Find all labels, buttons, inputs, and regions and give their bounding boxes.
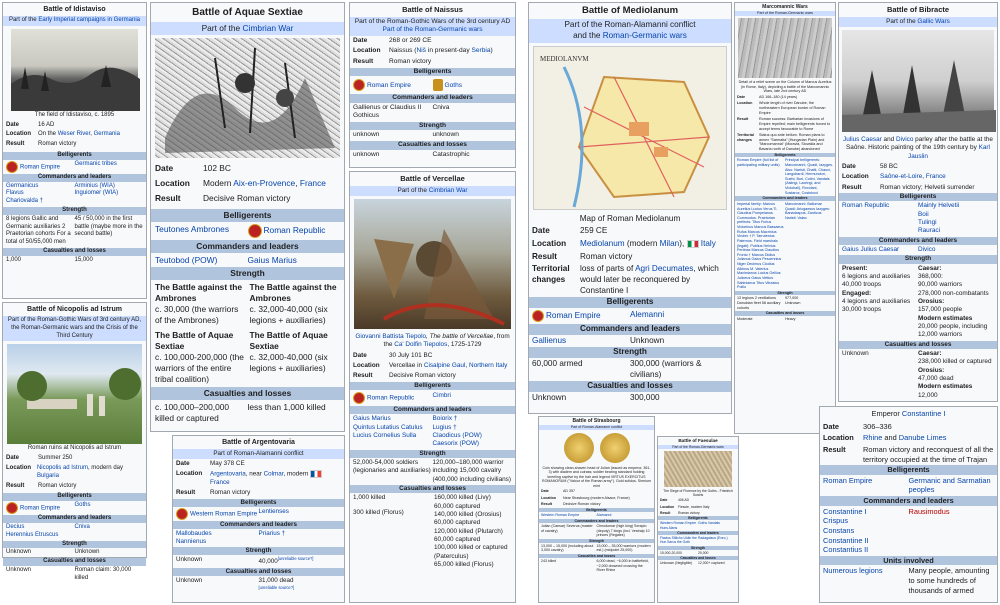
belligerent-link[interactable]: Western Roman Empire Huns Alans: [660, 521, 697, 530]
link-roman-germanic-wars[interactable]: Part of the Roman-Germanic wars: [382, 26, 483, 34]
vexillum-icon: [176, 508, 188, 520]
header-strength: Strength: [735, 291, 835, 296]
link-gallic-wars[interactable]: Gallic Wars: [917, 17, 950, 25]
commander-link[interactable]: Divico: [918, 246, 936, 254]
belligerent-germanic-sarmatian[interactable]: Germanic and Sarmatian peoples: [908, 475, 991, 495]
image-caption: Giovanni Battista Tiepolo, The battle of Vercellae, from the Ca' Dolfin Tiepolos, 1725-1729: [355, 333, 510, 349]
header-casualties: Casualties and losses: [839, 341, 997, 349]
commander-link[interactable]: Teutobod (POW): [155, 254, 218, 265]
painting-faesulae: [664, 451, 732, 487]
vexillum-icon: [532, 310, 544, 322]
citation-needed-link[interactable]: [unreliable source?]: [258, 585, 295, 591]
header-belligerents: Belligerents: [735, 153, 835, 158]
infobox-aquae-sextiae: Battle of Aquae Sextiae Part of the Cimbrian War Date 102 BC Location Modern Aix-en-Provence, France Result Decisive Roman victory Belligerents Teutones Ambrones Roman Republic Commanders and leaders Teutobod (POW) Gaius Marius Strength The Battle against the Ambrones c. 30,000 (the warriors of the Ambrones) The Battle against the Ambrones c. 32,000-40,000 (six legions + auxiliaries) The Battle of Aquae Sextiae c. 100,000-200,000 (the warriors of the entire tribal coalition) The Battle of Aquae Sextiae c. 32,000-40,000 (six legions + auxiliaries) Casualties and losses c. 100,000–200,000 killed or captured less than 1,000 killed: [150, 2, 345, 432]
link-nis[interactable]: Niš: [416, 47, 427, 55]
belligerent-lentienses[interactable]: Lentienses: [258, 507, 289, 515]
commander-link[interactable]: Claodicus (POW): [432, 432, 482, 440]
link-cimbrian-war[interactable]: Cimbrian War: [242, 23, 294, 33]
belligerent-link[interactable]: Western Roman Empire: [541, 513, 580, 518]
header-belligerents: Belligerents: [529, 297, 731, 308]
header-casualties: Casualties and losses: [350, 141, 515, 150]
commander-link[interactable]: Nannienus: [176, 538, 207, 546]
painting-vercellae: [354, 199, 511, 329]
link-france[interactable]: France: [299, 177, 326, 188]
commander-link[interactable]: Marcomanni: Ballomar Quadi: Ariogaesus Iazyges: Banadaspus, Zanticus Naristi: Valao: [785, 201, 830, 220]
header-casualties: Casualties and losses: [151, 387, 344, 400]
header-commanders: Commanders and leaders: [820, 496, 997, 506]
infobox-naissus: Battle of Naissus Part of the Roman-Gothic Wars of the 3rd century AD Part of the Roman-Germanic wars Date 268 or 269 CE Location Naissus (Niš in present-day Serbia) Result Roman victory Belligerents Roman Empire Goths Commanders and leaders Gallienus or Claudius II Gothicus Cniva Strength unknown unknown Casualties and losses unknown Catastrophic: [349, 2, 516, 168]
header-strength: Strength: [3, 541, 146, 549]
infobox-title: Battle of Strasbourg: [572, 418, 621, 424]
header-commanders: Commanders and leaders: [350, 94, 515, 103]
commander-link[interactable]: Gaius Marius: [247, 254, 297, 265]
image-caption: Roman ruins at Nicopolis ad Istrum: [27, 445, 122, 452]
belligerent-goths[interactable]: Goths: [74, 502, 91, 509]
header-commanders: Commanders and leaders: [350, 406, 515, 414]
infobox-title: Battle of Aquae Sextiae: [192, 7, 303, 18]
belligerent-roman-empire[interactable]: Roman Empire: [6, 502, 75, 514]
belligerent-link[interactable]: Principal belligerents: Marcomanni, Quadi, Iazyges. Also: Naristi, Chatti, Chauci, Langobardi, Hermunduri, Suebi, Buri, Cotini, Vandals (Astingi, Lacringi, and Victohali), Roxolani, Sostaroz, Costoboci: [785, 158, 833, 195]
commander-link[interactable]: Lucius Cornelius Sulla: [353, 432, 417, 440]
france-flag-icon: [310, 470, 322, 478]
image-caption: The Siege of Florence by the Goths - Friedrich Sustris: [663, 488, 733, 498]
link-mediolanum[interactable]: Mediolanum: [580, 238, 625, 248]
link-aix[interactable]: Aix-en-Provence: [233, 177, 296, 188]
infobox-constantine: Emperor Constantine I Date 306–336 Location Rhine and Danube Limes Result Roman victory and reconquest of all the territory occupied at the time of Trajan Belligerents Roman Empire Germanic and Sarmatian peoples Commanders and leaders Constantine I Crispus Constans Constantine II Constantius II Rausimodus Units involved Numerous legions Many people, amounting to some hundreds of thousands of armed: [819, 406, 998, 603]
link-danube-limes[interactable]: Danube Limes: [898, 433, 947, 443]
commander-link[interactable]: Crispus: [823, 516, 849, 526]
header-commanders: Commanders and leaders: [539, 519, 654, 523]
belligerent-link[interactable]: Goths Vandals: [698, 521, 720, 526]
infobox-marcomannic: Marcomannic Wars Part of the Roman-Germanic wars Detail of a relief scene on the Column of Marcus Aurelius (in Rome, Italy), depicting a battle of the Marcomannic Wars, late 2nd century AD Date AD 166–180 (14 years) Location Whole length of river Danube, the northeastern European border of Roman Empire Result Roman success: Barbarian invasions of Empire repelled; main belligerents forced to accept terms favourable to Rome Territorial changes Status quo ante bellum. Roman plans to annex "Sarmatia" (Hungarian Plain) and "Marcomannia" (Moravia, Slovakia and Bavaria north of Danube) abandoned Belligerents Roman Empire (full list of participating military units) Principal belligerents: Marcomanni, Quadi, Iazyges. Also: Naristi, Chatti, Chauci, Langobardi, Hermunduri, Suebi, Buri, Cotini, Vandals (Astingi, Lacringi, and Victohali), Roxolani, Sostaroz, Costoboci Commanders and leaders Imperial family: Marcus Aurelius Lucius Verus Ti. Claudius Pompeianus Commodus. Praetorian prefects: Titus Furius Victorinus Marcus Bassaeus Rufus Marcus Macrinius Vindex † P. Tarrutenius Paternus. Field marshals (legati): Publius Helvius Pertinax Marcus Claudius Fronto † Marcus Didius Julianus Gaius Pescennius Niger Decimus Clodius Albinus M. Valerius Maximianus Lucius Gellius Juliceus Gaius Vettius Sabinianus Titus Vitrasius Pollio Marcomanni: Ballomar Quadi: Ariogaesus Iazyges: Banadaspus, Zanticus Naristi: Valao Strength 13 legions 2 vexillations Danubian fleet 58 auxiliary cohorts 977,000 Unknown Casualties and losses Moderate Heavy: [734, 2, 836, 434]
link-divico[interactable]: Divico: [895, 136, 914, 144]
header-casualties: Casualties and losses: [173, 568, 344, 576]
row-result: Result Roman victory: [6, 141, 77, 148]
infobox-subtitle: Part of Roman-Alamanni conflict: [173, 449, 344, 459]
header-strength: Strength: [539, 539, 654, 543]
vexillum-icon: [353, 79, 365, 91]
belligerent-link[interactable]: Mainly Helvetii: [918, 202, 960, 210]
image-caption: Detail of a relief scene on the Column of Marcus Aurelius (in Rome, Italy), depicting a battle of the Marcomannic Wars, late 2nd century AD: [738, 79, 832, 94]
infobox-subtitle: Part of the Roman-Germanic wars: [735, 11, 835, 16]
image-caption: Map of Roman Mediolanum: [579, 213, 681, 223]
commander-link[interactable]: Caesorix (POW): [432, 440, 480, 448]
commander-link[interactable]: Germanicus: [6, 182, 39, 189]
link-weser[interactable]: Weser River: [57, 131, 91, 138]
infobox-subtitle: Part of the Roman-Gothic Wars of 3rd century AD, the Roman-Germanic wars and the Crisis of the Third Century: [3, 316, 146, 341]
infobox-title: Battle of Bibracte: [886, 5, 950, 14]
vexillum-icon: [6, 502, 18, 514]
infobox-title: Battle of Naissus: [402, 5, 463, 14]
header-belligerents: Belligerents: [350, 68, 515, 77]
commander-link[interactable]: Constantius II: [823, 545, 869, 555]
ruins-illustration: [7, 344, 144, 444]
units-link[interactable]: Numerous legions: [823, 566, 883, 576]
commander-link[interactable]: Constans: [823, 525, 855, 535]
relief-column-marcus-aurelius: [738, 18, 832, 78]
infobox-title: Emperor Constantine I: [871, 409, 946, 418]
header-belligerents: Belligerents: [3, 493, 146, 501]
commander-link[interactable]: Constantine I: [823, 506, 867, 516]
image-caption: Coin showing clean-shaven head of Julian (issued as emperor, 361-3) with diadem and cuirass; soldier bearing standard holding kneeling captive by the hair and legend VIRTUS EXERCITUS ROMANORUM ("Valour of the Roman army"). Gold solidus. Sirmium mint: [542, 465, 651, 488]
link-colmar[interactable]: Colmar: [263, 471, 284, 479]
commander-link[interactable]: Flavius Stilicho Uldin the Hun Sarus the Goth: [660, 536, 697, 545]
link-italy[interactable]: Italy: [700, 238, 716, 248]
row-location: Location On the Weser River, Germania: [6, 131, 120, 138]
header-casualties: Casualties and losses: [350, 485, 515, 493]
tiepolo-battle-illustration: [354, 199, 513, 329]
painting-bibracte: [842, 30, 994, 132]
map-title: MEDIOLANVM: [540, 54, 589, 63]
belligerent-goths[interactable]: Goths: [433, 79, 513, 91]
photo-nicopolis-ruins: [7, 344, 142, 444]
belligerent-roman-republic[interactable]: Roman Republic: [842, 202, 890, 210]
header-belligerents: Belligerents: [539, 508, 654, 512]
header-strength: Strength: [529, 347, 731, 358]
belligerent-teutones[interactable]: Teutones Ambrones: [155, 223, 230, 234]
link-france[interactable]: France: [210, 479, 230, 487]
belligerent-roman-republic[interactable]: Roman Republic: [248, 224, 341, 238]
link-germania[interactable]: Germania: [93, 131, 120, 138]
landscape-illustration: [11, 29, 140, 111]
link-milan[interactable]: Milan: [659, 238, 680, 248]
engraving-aquae-sextiae: [155, 38, 340, 158]
link-julius-caesar[interactable]: Julius Caesar: [843, 136, 882, 144]
header-belligerents: Belligerents: [820, 465, 997, 475]
header-casualties: Casualties and losses: [3, 558, 146, 566]
header-commanders: Commanders and leaders: [3, 515, 146, 523]
coin-obverse: [564, 433, 594, 463]
infobox-title: Battle of Vercellae: [400, 174, 465, 183]
header-commanders: Commanders and leaders: [151, 240, 344, 253]
header-strength: Strength: [350, 450, 515, 458]
parley-illustration: [842, 30, 996, 132]
link-ca-dolfin[interactable]: Ca' Dolfin Tiepolos: [394, 341, 448, 349]
infobox-argentovaria: Battle of Argentovaria Part of Roman-Alamanni conflict Date May 378 CE Location Argentovaria, near Colmar, modern France Result Roman victory Belligerents Western Roman Empire Lentienses Commanders and leaders Mallobaudes Nannienus Priarius † Strength Unknown 40,000[unreliable source?] Casualties and losses Unknown 31,000 dead [unreliable source?]: [172, 435, 345, 603]
infobox-subtitle: Part of the Cimbrian War: [151, 22, 344, 35]
belligerent-link[interactable]: Rauraci: [918, 227, 941, 235]
infobox-subtitle: Part of the Roman-Germanic wars: [658, 445, 738, 449]
link-bulgaria[interactable]: Bulgaria: [36, 472, 59, 479]
coin-reverse: [600, 433, 630, 463]
vexillum-icon: [248, 224, 262, 238]
commander-link[interactable]: Priarius †: [258, 529, 286, 537]
coin-images: [539, 430, 654, 466]
infobox-nicopolis: Battle of Nicopolis ad Istrum Part of the Roman-Gothic Wars of 3rd century AD, the Roman-Germanic wars and the Crisis of the Third Century Roman ruins at Nicopolis ad Istrum Date Summer 250 Location Nicopolis ad Istrum, modern day Bulgaria Result Roman victory Belligerents Roman Empire Goths Commanders and leaders Decius Herennius Etruscus Cniva Strength Unknown Unknown Casualties and losses Unknown Roman claim: 30,000 killed: [2, 302, 147, 558]
infobox-strasbourg: Battle of Strasbourg Part of Roman-Alamanni conflict Coin showing clean-shaven head of Julian (issued as emperor, 361-3) with diadem and cuirass; soldier bearing standard holding kneeling captive by the hair and legend VIRTUS EXERCITUS ROMANORUM ("Valour of the Roman army"). Gold solidus. Sirmium mint Date AD 357 Location Near Strasbourg (modern Alsace, France) Result Decisive Roman victory Belligerents Western Roman Empire Alamanni Commanders and leaders Julian (Caesar) Severus (master of cavalry) Chnodomar (high king) Serapio (deputy) 7 kings (incl. Vestralp 10 princes (Regales) Strength 13,000 – 15,000 (including about 3,000 cavalry) 15,000 – 35,000 warriors (modern est.) (midpoint 25,000) Casualties and losses 243 killed 6,000 dead, ~6,000 in battlefield, ~2,000 drowned crossing the River Rhine: [538, 416, 655, 603]
link-rhine[interactable]: Rhine: [863, 433, 883, 443]
header-casualties: Casualties and losses: [3, 248, 146, 256]
commander-link[interactable]: Gaius Marius: [353, 415, 391, 423]
belligerent-western-roman-empire[interactable]: Western Roman Empire: [176, 508, 259, 520]
header-commanders: Commanders and leaders: [529, 324, 731, 335]
belligerent-roman-republic[interactable]: Roman Republic: [353, 392, 433, 404]
commander-link[interactable]: Mallobaudes: [176, 529, 212, 537]
citation-needed-link[interactable]: [unreliable source?]: [277, 556, 314, 562]
link-constantine-i[interactable]: Constantine I: [901, 409, 946, 418]
image-caption: The field of Idistaviso, c. 1895: [34, 111, 115, 118]
commander-link[interactable]: Decius: [6, 524, 25, 531]
commander-link[interactable]: Lugius †: [432, 423, 457, 431]
header-belligerents: Belligerents: [658, 516, 738, 520]
belligerent-alemanni[interactable]: Alemanni: [630, 309, 665, 319]
header-units: Units involved: [820, 556, 997, 566]
link-nicopolis[interactable]: Nicopolis ad Istrum: [36, 465, 88, 472]
link-northern-italy[interactable]: Northern Italy: [468, 362, 508, 370]
belligerent-germanic[interactable]: Germanic tribes: [74, 160, 117, 167]
header-commanders: Commanders and leaders: [735, 196, 835, 201]
header-strength: Strength: [173, 547, 344, 555]
infobox-title: Battle of Mediolanum: [581, 5, 679, 16]
belligerent-link[interactable]: Boii: [918, 210, 929, 218]
belligerent-roman-empire[interactable]: Roman Empire: [353, 79, 433, 91]
link-cimbrian-war[interactable]: Cimbrian War: [428, 186, 468, 194]
header-belligerents: Belligerents: [839, 193, 997, 201]
link-tiepolo[interactable]: Giovanni Battista Tiepolo: [355, 333, 427, 341]
header-commanders: Commanders and leaders: [173, 521, 344, 529]
commander-link[interactable]: Herennius Etruscus: [6, 531, 59, 538]
infobox-idistaviso: Battle of Idistaviso Part of the Early Imperial campaigns in Germania The field of Idistaviso, c. 1895 Date 16 AD Location On the Weser River, Germania Result Roman victory Belligerents Roman Empire Germanic tribes Commanders and leaders Germanicus Flavus Chariovalda † Arminius (WIA) Inguiomer (WIA) Strength 8 legions Gallic and Germanic auxiliaries 2 Praetorian cohorts For a total of 50/55,000 men 45 / 50,000 in the first battle (maybe more in the second battle) Casualties and losses 1,000 15,000: [2, 2, 147, 299]
belligerent-link[interactable]: Alamanni: [596, 513, 612, 518]
belligerent-roman-empire[interactable]: Roman Empire: [532, 310, 630, 322]
vexillum-icon: [6, 161, 18, 173]
infobox-bibracte: Battle of Bibracte Part of the Gallic Wars Julius Caesar and Divico parley after the battle at the Saône. Historic painting of the 19th century by Karl Jauslin Date 58 BC Location Saône-et-Loire, France Result Roman victory; Helvetii surrender Belligerents Roman Republic Mainly Helvetii Boii Tulingi Rauraci Commanders and leaders Gaius Julius Caesar Divico Strength Present: 6 legions and auxiliaries 40,000 troops Engaged: 4 legions and auxiliaries 30,000 troops Caesar: 368,000: 90,000 warriors 278,000 non-combatants Orosius: 157,000 people Modern estimates 20,000 people, including 12,000 warriors Casualties and losses Unknown Caesar: 238,000 killed or captured Orosius: 47,000 dead Modern estimates 12,000: [838, 2, 998, 402]
infobox-faesulae: Battle of Faesulae Part of the Roman-Germanic wars The Siege of Florence by the Goths - Friedrich Sustris Date 406 AD Location Fiesole, modern Italy Result Roman victory Belligerents Western Roman Empire Huns Alans Goths Vandals Commanders and leaders Flavius Stilicho Uldin the Hun Sarus the Goth Radagaisus (Exec.) Strength 15,000-20,000 20,000 Casualties and losses Unknown (Negligible) 12,000+ captured: [657, 436, 739, 603]
header-belligerents: Belligerents: [3, 152, 146, 160]
belligerent-roman-empire[interactable]: Roman Empire: [823, 475, 873, 485]
commander-link[interactable]: Quintus Lutatius Catulus: [353, 423, 423, 431]
header-belligerents: Belligerents: [350, 382, 515, 390]
infobox-subtitle: Part of Roman-Alamanni conflict: [539, 425, 654, 429]
link-argentovaria[interactable]: Argentovaria: [210, 471, 246, 479]
link-cisalpine-gaul[interactable]: Cisalpine Gaul: [423, 362, 466, 370]
commander-link[interactable]: Arminius (WIA): [74, 182, 115, 189]
header-strength: Strength: [658, 546, 738, 550]
header-commanders: Commanders and leaders: [658, 531, 738, 535]
commander-link[interactable]: Flavus: [6, 190, 24, 197]
link-agri-decumates[interactable]: Agri Decumates: [635, 264, 694, 274]
commander-link[interactable]: Boiorix †: [432, 415, 458, 423]
italy-flag-icon: [687, 240, 699, 248]
infobox-title: Battle of Faesulae: [678, 438, 718, 443]
belligerent-roman-empire[interactable]: Roman Empire: [6, 161, 75, 173]
infobox-title: Battle of Nicopolis ad Istrum: [27, 306, 122, 313]
infobox-title: Battle of Argentovaria: [222, 439, 295, 446]
commander-link[interactable]: Radagaisus (Exec.): [698, 536, 728, 541]
header-commanders: Commanders and leaders: [839, 237, 997, 245]
link-karl-jauslin[interactable]: Karl Jauslin: [908, 144, 990, 160]
header-strength: Strength: [3, 207, 146, 215]
commander-link[interactable]: Chariovalda †: [6, 198, 44, 205]
infobox-title: Battle of Idistaviso: [43, 6, 106, 13]
link-saone-et-loire[interactable]: Saône-et-Loire: [880, 173, 923, 181]
commander-link[interactable]: Gaius Julius Caesar: [842, 246, 900, 254]
header-strength: Strength: [839, 255, 997, 263]
link-roman-germanic-wars[interactable]: Roman-Germanic wars: [602, 31, 687, 40]
header-casualties: Casualties and losses: [658, 556, 738, 560]
infobox-mediolanum: Battle of Mediolanum Part of the Roman-Alamanni conflict and the Roman-Germanic wars MEDIOLANVM Map of Roman Mediolanum Date 259 CE Location Mediolanum (modern Milan), Italy Result Roman victory Territorial changes loss of parts of Agri Decumates, which would later be reconquered by Constantine I Belligerents Roman Empire Alemanni Commanders and leaders Gallienus Unknown Strength 60,000 armed 300,000 (warriors & civilians) Casualties and losses Unknown 300,000: [528, 2, 732, 414]
commander-link[interactable]: Constantine II: [823, 535, 869, 545]
header-belligerents: Belligerents: [173, 499, 344, 507]
header-strength: Strength: [350, 122, 515, 131]
vexillum-icon: [353, 392, 365, 404]
header-belligerents: Belligerents: [151, 209, 344, 222]
goths-emblem-icon: [433, 79, 443, 91]
city-map-illustration: [534, 47, 728, 211]
link-early-imperial[interactable]: Early Imperial campaigns in Germania: [38, 17, 141, 24]
commander-link[interactable]: Cniva: [74, 524, 90, 531]
belligerent-link[interactable]: Tulingi: [918, 219, 937, 227]
infobox-subtitle: Part of the Early Imperial campaigns in Germania: [3, 16, 146, 26]
header-casualties: Casualties and losses: [735, 311, 835, 316]
header-commanders: Commanders and leaders: [3, 174, 146, 182]
link-france[interactable]: France: [925, 173, 946, 181]
link-serbia[interactable]: Serbia: [471, 47, 491, 55]
commander-link[interactable]: Imperial family: Marcus Aurelius Lucius Verus Ti. Claudius Pompeianus Commodus. Praetorian prefects: Titus Furius Victorinus Marcus Bassaeus Rufus Marcus Macrinius Vindex † P. Tarrutenius Paternus. Field marshals (legati): Publius Helvius Pertinax Marcus Claudius Fronto † Marcus Didius Julianus Gaius Pescennius Niger Decimus Clodius Albinus M. Valerius Maximianus Lucius Gellius Juliceus Gaius Vettius Sabinianus Titus Vitrasius Pollio: [737, 201, 784, 290]
belligerent-link[interactable]: Roman Empire (full list of participating military units): [737, 158, 780, 167]
commander-link[interactable]: Gallienus: [532, 335, 567, 345]
header-strength: Strength: [151, 267, 344, 280]
infobox-vercellae: Battle of Vercellae Part of the Cimbrian War Giovanni Battista Tiepolo, The battle of Vercellae, from the Ca' Dolfin Tiepolos, 1725-1729 Date 30 July 101 BC Location Vercellae in Cisalpine Gaul, Northern Italy Result Decisive Roman victory Belligerents Roman Republic Cimbri Commanders and leaders Gaius Marius Quintus Lutatius Catulus Lucius Cornelius Sulla Boiorix † Lugius † Claodicus (POW) Caesorix (POW) Strength 52,000-54,000 soldiers (legionaries and auxiliaries) 120,000–180,000 warrior including 15,000 cavalry (400,000 including civilians) Casualties and losses 1,000 killed 300 killed (Florus) 160,000 killed (Livy) 60,000 captured 140,000 killed (Orosius) 60,000 captured 120,000 killed (Plutarch) 60,000 captured 100,000 killed or captured (Paterculus) 65,000 killed (Florus): [349, 171, 516, 603]
painting-idistaviso: [11, 29, 138, 111]
row-date: Date 16 AD: [6, 121, 55, 128]
image-caption: Julius Caesar and Divico parley after the battle at the Saône. Historic painting of the 19th century by Karl Jauslin: [843, 136, 993, 160]
commander-link[interactable]: Inguiomer (WIA): [74, 190, 119, 197]
commander-redlink[interactable]: Rausimodus: [908, 506, 950, 516]
infobox-title: Marcomannic Wars: [762, 4, 808, 10]
map-mediolanum: [533, 46, 727, 210]
header-casualties: Casualties and losses: [529, 381, 731, 392]
battle-scene-illustration: [155, 38, 342, 158]
header-casualties: Casualties and losses: [539, 554, 654, 558]
belligerent-cimbri[interactable]: Cimbri: [432, 392, 451, 400]
